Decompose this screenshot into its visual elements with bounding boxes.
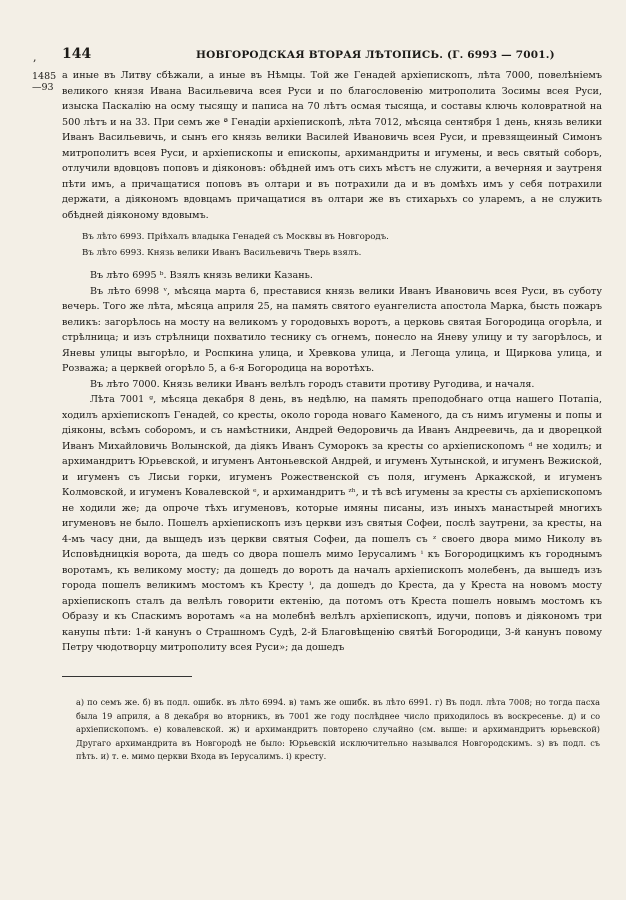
paragraph-4: Въ лѣто 7000. Князь велики Иванъ велѣлъ городъ ставити противу Ругодива, и началя. (90, 378, 535, 390)
page-mark: , (33, 51, 37, 64)
body-text (62, 68, 602, 656)
small-entry-1: Въ лѣто 6993. Прiѣхалъ владыка Генадей съ Москвы въ Новгородъ. (82, 232, 389, 242)
paragraph-1: а иные въ Литву сбѣжали, а иные въ Нѣмцы. Той же Генадей архіепископъ, лѣта 7000, повелѣніемъ великого князя Ивана Васильевича всея Руси и по благословенію митрополита Зосимы всея Руси, изыска Паскалію на осму тысящу и паписа на 70 лѣтъ осмая тысяща, и составы ключь коловратной на 500 лѣтъ и на 33. При семъ же ª Генадіи архіепископѣ, лѣта 7012, мѣсяца сентября 1 день, князь велики Иванъ Васильевичь, и сынъ его князь велики Василей Ивановичь всея Руси, и превзящеиный Симонъ митрополитъ всея Руси, и архіепископы и епископы, архимандриты и игумены, и весь святый соборъ, отлучили вдовцовъ поповъ и діяконовъ: обѣдней имъ отъ сихъ мѣстъ не служити, а вечерняя и заутреня пѣти имъ, а причащатися поповъ въ олтари и въ потрахили да и въ домѣхъ имъ у себя потрахили держати, а діякономъ вдовцамъ причащатися въ олтари же въ стихарьхъ со уларемъ, а не служить обѣдней діяконому вдовымъ. (62, 70, 602, 221)
page-number: 144 (62, 46, 92, 62)
margin-year-end: —93 (32, 82, 54, 93)
margin-year-start: 1485 (32, 71, 57, 82)
paragraph-3: Въ лѣто 6998 ᵛ, мѣсяца марта 6, преставися князь велики Иванъ Ивановичь всея Руси, въ суботу вечерь. Того же лѣта, мѣсяца априля 25, на память святого еуангелиста апостола Марка, бысть пожаръ великъ: загорѣлось на мосту на великомъ у городовыхъ воротъ, а церковь святая Богородица огорѣла, и стрѣлница; и изъ стрѣлници похватило теснику съ огнемъ, понесло на Яневу улицу и ту загорѣлось, и Яневы улицы выгорѣло, и Роспкина улица, и Хревкова улица, и Легоща улица, и Щиркова улица, и Розважа; а церквей огорѣло 5, а 6-я Богородица на воротѣхъ. (62, 285, 602, 374)
paragraph-5: Лѣта 7001 ᵍ, мѣсяца декабря 8 день, въ недѣлю, на память преподобнаго отца нашего Потапia, ходилъ архіепископъ Генадей, со кресты, около города новаго Каменого, да съ нимъ игумены и попы и діяконы, всѣмъ соборомъ, и съ намѣстники, Андрей Ѳедоровичь да Иванъ Андреевичь, да и дворецкой Иванъ Михайловичь Волынской, да діякъ Иванъ Суморокъ за кресты со архіепископомъ ᵈ не ходилъ; и архимандритъ Юрьевской, и игуменъ Антоньевской Андрей, и игуменъ Хутынской, и игуменъ Вежиской, и игуменъ съ Лисьи горки, игуменъ Рожественской съ поля, игуменъ Аркажской, и игуменъ Колмовской, и игуменъ Ковалевской ᵉ, и архимандритъ ᶻʰ, и тѣ всѣ игумены за кресты съ архіепископомъ не ходили же; да опроче тѣхъ игуменовъ, которые имяны писаны, изъ иныхъ манастырей многихъ игуменовъ не было. Пошелъ архіепископъ изъ церкви изъ святыя Софеи, послѣ заутрени, за кресты, на 4-мъ часу дни, да выщедъ изъ церкви святыя Софеи, да пошелъ съ ᶻ своего двора мимо Николу въ Исповѣдницкія ворота, да шедъ со двора пошелъ мимо Іерусалимъ ⁱ къ Богородицкимъ къ городнымъ воротамъ, къ великому мосту; да дошедъ до воротъ да началъ архіепископъ молебенъ, да вышедъ изъ города пошелъ великимъ мостомъ къ Кресту ⁱ, да дошедъ до Креста, да у Креста на новомъ мосту архіепископъ сталъ да велѣлъ говорити ектенію, да потомъ отъ Креста пошелъ новымъ мостомъ къ Образу и къ Спаскимъ воротамъ «а на молебнѣ велѣлъ архіепископъ, идучи, поповъ и діякономъ три канупы пѣти: 1-й канунъ о Страшномъ Судѣ, 2-й Благовѣщенію святѣй Богородици, 3-й канунъ повому Петру чюдотворцу митрополиту всея Руси»; да дошедъ (62, 394, 602, 653)
running-head: НОВГОРОДСКАЯ ВТОРАЯ ЛѢТОПИСЬ. (Г. 6993 — 7001.) (196, 49, 555, 61)
footnotes-text: а) по семъ же. б) въ подл. ошибк. въ лѣто 6994. в) тамъ же ошибк. въ лѣто 6991. г) Въ подл. лѣта 7008; но тогда пасха была 19 априля, а 8 декабря во вторникъ, въ 7001 же году послѣднее число приходилось въ воскресенье. д) и со архіепископомъ. е) ковалевской. ж) и архимандритъ повторено случайно (см. выше: и архимандритъ юрьевской) Другаго архимандрита въ Новгородѣ не было: Юрьевскій исключительно назывался Новгородскимъ. з) въ подл. съ пѣть. и) т. е. мимо церкви Входа въ Іерусалимъ. і) кресту. (76, 697, 600, 761)
footnote-rule (62, 676, 192, 677)
margin-years (32, 71, 56, 93)
small-entry-2: Въ лѣто 6993. Князь велики Иванъ Васильевичь Тверь взялъ. (82, 248, 362, 258)
footnotes (76, 696, 600, 764)
paragraph-2: Въ лѣто 6995 ᵇ. Взялъ князь велики Казань. (90, 270, 313, 281)
